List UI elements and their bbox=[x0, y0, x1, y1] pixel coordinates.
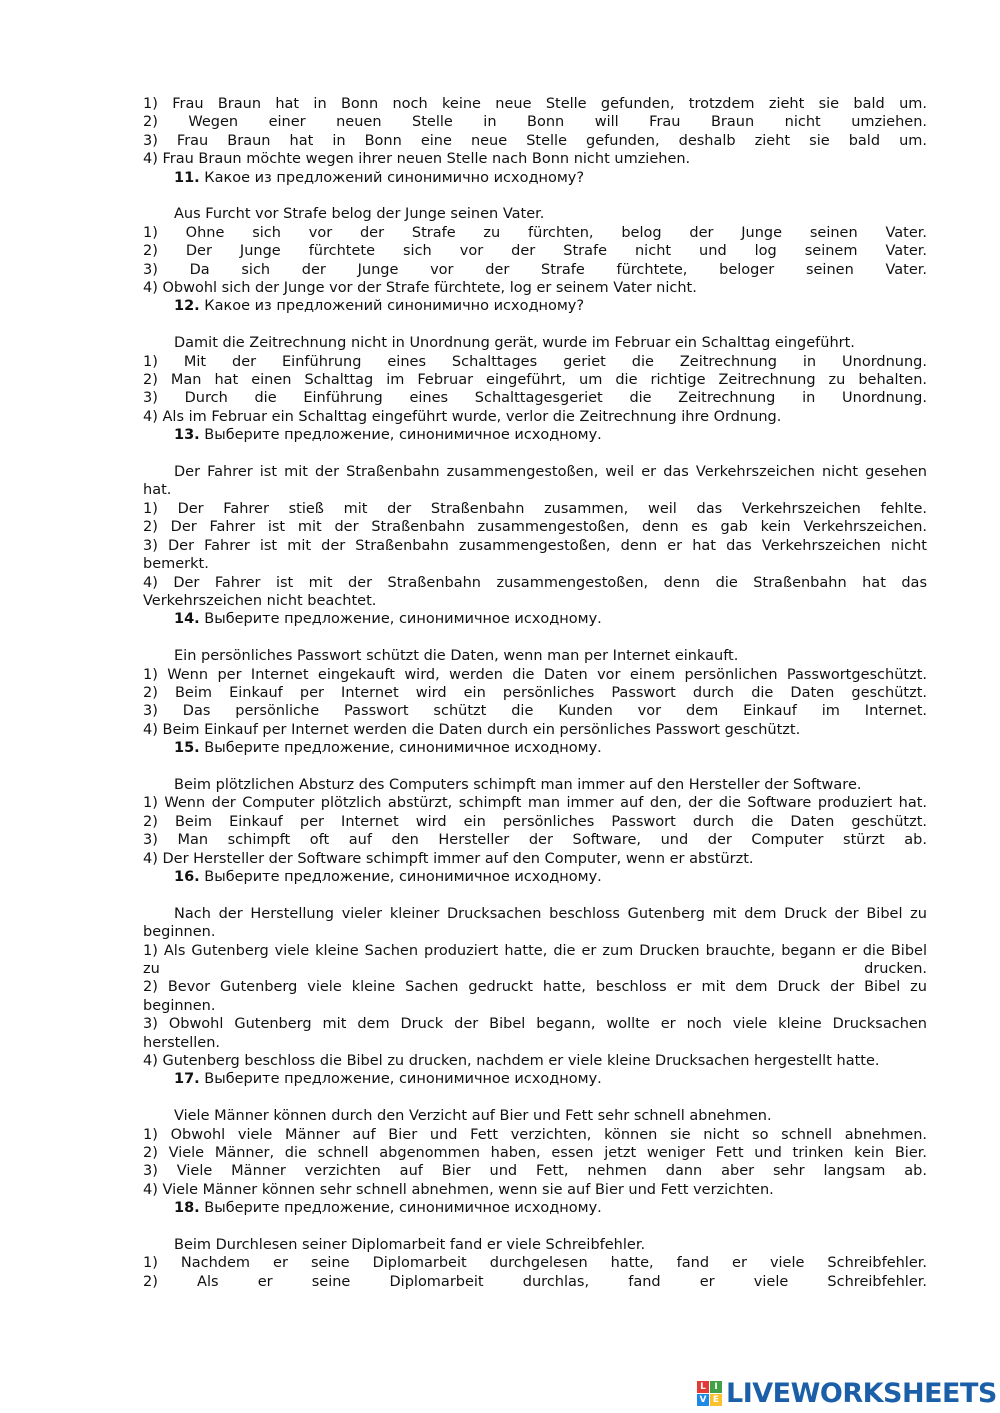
worksheet-page bbox=[143, 95, 927, 1291]
option-line: 2) Der Fahrer ist mit der Straßenbahn zusammengestoßen, denn es gab kein Verkehrszeichen. bbox=[143, 519, 927, 536]
option-line-cont: bemerkt. bbox=[143, 556, 209, 573]
option-line: 3) Da sich der Junge vor der Strafe fürchtete, beloger seinen Vater. bbox=[143, 261, 927, 278]
option-line: 3) Der Fahrer ist mit der Straßenbahn zusammengestoßen, denn er hat das Verkehrszeichen nicht bbox=[143, 537, 927, 554]
option-line: 4) Frau Braun möchte wegen ihrer neuen Stelle nach Bonn nicht umziehen. bbox=[143, 151, 691, 168]
question-number: 14. bbox=[174, 611, 200, 628]
question-text: Выберите предложение, синонимичное исходному. bbox=[204, 1071, 602, 1088]
question-text: Выберите предложение, синонимичное исходному. bbox=[204, 1200, 602, 1217]
source-sentence: Beim plötzlichen Absturz des Computers schimpft man immer auf den Hersteller der Software. bbox=[174, 776, 862, 793]
source-sentence: Nach der Herstellung vieler kleiner Drucksachen beschloss Gutenberg mit dem Druck der Bibel zu bbox=[174, 905, 927, 922]
option-line: 2) Als er seine Diplomarbeit durchlas, fand er viele Schreibfehler. bbox=[143, 1273, 927, 1290]
question-heading bbox=[143, 610, 927, 628]
source-sentence: Ein persönliches Passwort schützt die Daten, wenn man per Internet einkauft. bbox=[174, 648, 739, 665]
logo-mark-icon: L I V E bbox=[697, 1381, 722, 1406]
option-line: 2) Man hat einen Schalttag im Februar eingeführt, um die richtige Zeitrechnung zu behalten. bbox=[143, 372, 927, 389]
question-number: 13. bbox=[174, 427, 200, 444]
option-line: 1) Als Gutenberg viele kleine Sachen produziert hatte, die er zum Drucken brauchte, begann er die Bibel bbox=[143, 942, 927, 959]
option-line: 2) Viele Männer, die schnell abgenommen haben, essen jetzt weniger Fett und trinken kein Bier. bbox=[143, 1145, 927, 1162]
option-line: 3) Man schimpft oft auf den Hersteller der Software, und der Computer stürzt ab. bbox=[143, 832, 927, 849]
option-line: 4) Gutenberg beschloss die Bibel zu drucken, nachdem er viele kleine Drucksachen hergestellt hatte. bbox=[143, 1053, 880, 1070]
question-number: 15. bbox=[174, 740, 200, 757]
option-line-cont: beginnen. bbox=[143, 997, 216, 1014]
option-line: 1) Mit der Einführung eines Schalttages geriet die Zeitrechnung in Unordnung. bbox=[143, 353, 927, 370]
question-text: Выберите предложение, синонимичное исходному. bbox=[204, 740, 602, 757]
option-line: 3) Obwohl Gutenberg mit dem Druck der Bibel begann, wollte er noch viele kleine Drucksachen bbox=[143, 1016, 927, 1033]
option-line: 1) Nachdem er seine Diplomarbeit durchgelesen hatte, fand er viele Schreibfehler. bbox=[143, 1255, 927, 1272]
question-heading bbox=[143, 297, 927, 315]
source-sentence: Viele Männer können durch den Verzicht auf Bier und Fett sehr schnell abnehmen. bbox=[174, 1108, 772, 1125]
question-text: Какое из предложений синонимично исходному? bbox=[204, 298, 585, 315]
source-sentence: Der Fahrer ist mit der Straßenbahn zusammengestoßen, weil er das Verkehrszeichen nicht gesehen bbox=[174, 464, 927, 481]
option-line: 1) Wenn per Internet eingekauft wird, werden die Daten vor einem persönlichen Passwortgeschützt. bbox=[143, 666, 927, 683]
liveworksheets-logo[interactable] bbox=[697, 1375, 997, 1411]
option-line: 3) Viele Männer verzichten auf Bier und Fett, nehmen dann aber sehr langsam ab. bbox=[143, 1163, 927, 1180]
option-line: 1) Wenn der Computer plötzlich abstürzt, schimpft man immer auf den, der die Software produziert hat. bbox=[143, 795, 927, 812]
question-text: Выберите предложение, синонимичное исходному. bbox=[204, 427, 602, 444]
question-text: Какое из предложений синонимично исходному? bbox=[204, 169, 585, 186]
option-line: 4) Als im Februar ein Schalttag eingeführt wurde, verlor die Zeitrechnung ihre Ordnung. bbox=[143, 408, 782, 425]
question-number: 18. bbox=[174, 1200, 200, 1217]
question-text: Выберите предложение, синонимичное исходному. bbox=[204, 611, 602, 628]
option-line: 2) Beim Einkauf per Internet wird ein persönliches Passwort durch die Daten geschützt. bbox=[143, 684, 927, 701]
question-heading bbox=[143, 1199, 927, 1217]
option-line-cont: Verkehrszeichen nicht beachtet. bbox=[143, 592, 377, 609]
option-line: 2) Der Junge fürchtete sich vor der Strafe nicht und log seinem Vater. bbox=[143, 243, 927, 260]
source-sentence: Damit die Zeitrechnung nicht in Unordnung gerät, wurde im Februar ein Schalttag eingeführt. bbox=[174, 335, 855, 352]
option-line: 1) Obwohl viele Männer auf Bier und Fett verzichten, können sie nicht so schnell abnehmen. bbox=[143, 1126, 927, 1143]
logo-text: LIVEWORKSHEETS bbox=[726, 1377, 997, 1409]
source-sentence-cont: beginnen. bbox=[143, 924, 216, 941]
option-line-cont: zu drucken. bbox=[143, 961, 927, 977]
option-line: 3) Frau Braun hat in Bonn eine neue Stelle gefunden, deshalb zieht sie bald um. bbox=[143, 132, 927, 149]
question-number: 12. bbox=[174, 298, 200, 315]
source-sentence-cont: hat. bbox=[143, 482, 172, 499]
option-line: 1) Der Fahrer stieß mit der Straßenbahn zusammen, weil das Verkehrszeichen fehlte. bbox=[143, 500, 927, 517]
option-line: 4) Viele Männer können sehr schnell abnehmen, wenn sie auf Bier und Fett verzichten. bbox=[143, 1181, 774, 1198]
option-line-cont: herstellen. bbox=[143, 1034, 221, 1051]
source-sentence: Aus Furcht vor Strafe belog der Junge seinen Vater. bbox=[174, 206, 545, 223]
option-line: 4) Der Hersteller der Software schimpft immer auf den Computer, wenn er abstürzt. bbox=[143, 850, 754, 867]
option-line: 4) Beim Einkauf per Internet werden die Daten durch ein persönliches Passwort geschützt. bbox=[143, 721, 801, 738]
question-number: 11. bbox=[174, 169, 200, 186]
question-heading bbox=[143, 1070, 927, 1088]
option-line: 2) Beim Einkauf per Internet wird ein persönliches Passwort durch die Daten geschützt. bbox=[143, 813, 927, 830]
question-text: Выберите предложение, синонимичное исходному. bbox=[204, 868, 602, 885]
option-line: 4) Obwohl sich der Junge vor der Strafe fürchtete, log er seinem Vater nicht. bbox=[143, 280, 697, 297]
question-heading bbox=[143, 426, 927, 444]
option-line: 2) Bevor Gutenberg viele kleine Sachen gedruckt hatte, beschloss er mit dem Druck der Bibel zu bbox=[143, 979, 927, 996]
option-line: 3) Durch die Einführung eines Schalttagesgeriet die Zeitrechnung in Unordnung. bbox=[143, 390, 927, 407]
question-heading bbox=[143, 169, 927, 187]
question-number: 17. bbox=[174, 1071, 200, 1088]
question-heading bbox=[143, 868, 927, 886]
option-line: 2) Wegen einer neuen Stelle in Bonn will Frau Braun nicht umziehen. bbox=[143, 114, 927, 131]
option-line: 4) Der Fahrer ist mit der Straßenbahn zusammengestoßen, denn die Straßenbahn hat das bbox=[143, 574, 927, 591]
source-sentence: Beim Durchlesen seiner Diplomarbeit fand er viele Schreibfehler. bbox=[174, 1237, 646, 1254]
question-number: 16. bbox=[174, 868, 200, 885]
question-heading bbox=[143, 739, 927, 757]
option-line: 3) Das persönliche Passwort schützt die Kunden vor dem Einkauf im Internet. bbox=[143, 703, 927, 720]
option-line: 1) Ohne sich vor der Strafe zu fürchten, belog der Junge seinen Vater. bbox=[143, 224, 927, 241]
option-line: 1) Frau Braun hat in Bonn noch keine neue Stelle gefunden, trotzdem zieht sie bald um. bbox=[143, 96, 927, 112]
